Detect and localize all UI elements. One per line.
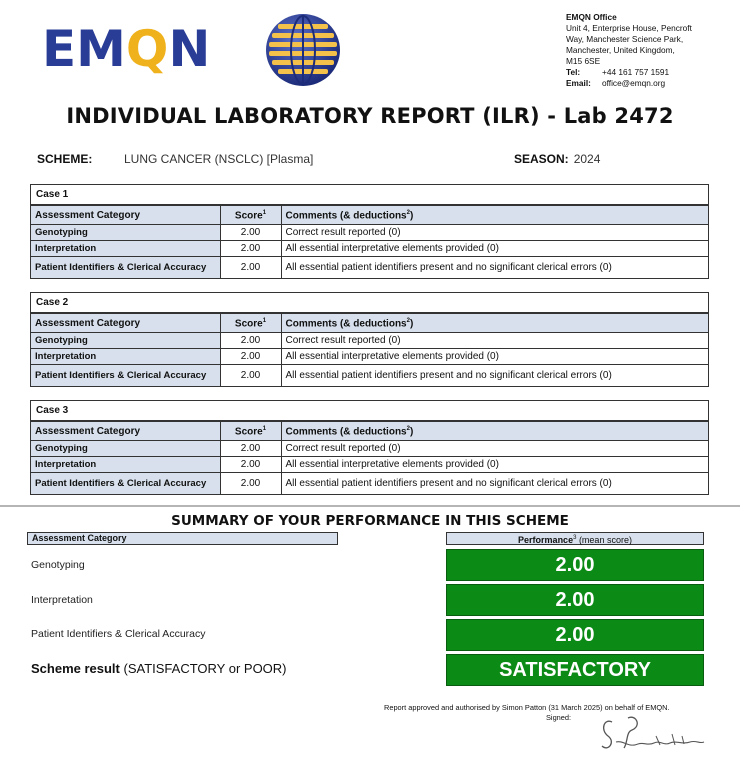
case-title: Case 1 xyxy=(31,185,708,205)
address-line: Unit 4, Enterprise House, Pencroft xyxy=(566,23,692,33)
case-title: Case 2 xyxy=(31,293,708,313)
table-row xyxy=(31,457,708,473)
email-row xyxy=(566,78,692,89)
table-row xyxy=(31,365,708,387)
row-score: 2.00 xyxy=(220,257,281,279)
signed-label: Signed: xyxy=(546,713,572,722)
summary-title: SUMMARY OF YOUR PERFORMANCE IN THIS SCHEME xyxy=(171,513,569,529)
table-row xyxy=(31,441,708,457)
category-header: Assessment Category xyxy=(31,314,220,333)
row-comment: All essential interpretative elements provided (0) xyxy=(281,457,708,473)
row-category: Genotyping xyxy=(31,441,220,457)
row-comment: All essential patient identifiers present and no significant clerical errors (0) xyxy=(281,365,708,387)
row-category: Genotyping xyxy=(31,333,220,349)
summary-category-header: Assessment Category xyxy=(27,532,338,545)
row-category: Interpretation xyxy=(31,241,220,257)
season-line xyxy=(514,152,600,166)
office-title: EMQN Office xyxy=(566,12,617,22)
row-comment: All essential patient identifiers present and no significant clerical errors (0) xyxy=(281,473,708,495)
report-title: INDIVIDUAL LABORATORY REPORT (ILR) - Lab 2472 xyxy=(66,104,674,128)
scheme-label: SCHEME: xyxy=(37,152,93,166)
row-score: 2.00 xyxy=(220,441,281,457)
case-title: Case 3 xyxy=(31,401,708,421)
row-score: 2.00 xyxy=(220,365,281,387)
row-comment: All essential interpretative elements provided (0) xyxy=(281,241,708,257)
scheme-result-badge: SATISFACTORY xyxy=(446,654,704,686)
comments-header: Comments (& deductions$^2$) xyxy=(281,314,708,333)
table-row xyxy=(31,225,708,241)
tel-label: Tel: xyxy=(566,67,581,77)
case-2-table xyxy=(30,292,709,387)
address-line: Way, Manchester Science Park, xyxy=(566,34,684,44)
season-label: SEASON: xyxy=(514,152,569,166)
score-header: Score$^1$ xyxy=(220,206,281,225)
table-row xyxy=(31,241,708,257)
summary-label-interpretation: Interpretation xyxy=(31,594,93,606)
table-header-row xyxy=(31,422,708,441)
scheme-result-label: Scheme result (SATISFACTORY or POOR) xyxy=(31,661,287,676)
tel-row xyxy=(566,67,692,78)
score-header: Score$^1$ xyxy=(220,422,281,441)
case-1-table xyxy=(30,184,709,279)
row-score: 2.00 xyxy=(220,473,281,495)
row-category: Patient Identifiers & Clerical Accuracy xyxy=(31,365,220,387)
email-label: Email: xyxy=(566,78,591,88)
row-score: 2.00 xyxy=(220,241,281,257)
season-value: 2024 xyxy=(573,152,601,166)
row-category: Genotyping xyxy=(31,225,220,241)
email-value[interactable]: office@emqn.org xyxy=(602,78,666,88)
summary-score-interpretation: 2.00 xyxy=(446,584,704,616)
summary-score-identifiers: 2.00 xyxy=(446,619,704,651)
row-comment: Correct result reported (0) xyxy=(281,225,708,241)
row-score: 2.00 xyxy=(220,457,281,473)
summary-performance-header: Performance$^3$ (mean score) xyxy=(446,532,704,545)
table-row xyxy=(31,257,708,279)
summary-label-genotyping: Genotyping xyxy=(31,559,85,571)
comments-header: Comments (& deductions$^2$) xyxy=(281,422,708,441)
globe-icon xyxy=(264,12,342,88)
address-line: Manchester, United Kingdom, xyxy=(566,45,675,55)
row-score: 2.00 xyxy=(220,225,281,241)
table-row xyxy=(31,349,708,365)
row-comment: All essential interpretative elements provided (0) xyxy=(281,349,708,365)
category-header: Assessment Category xyxy=(31,422,220,441)
case-3-table xyxy=(30,400,709,495)
logo-wordmark: EMQN xyxy=(42,20,211,78)
table-row xyxy=(31,333,708,349)
address-line: M15 6SE xyxy=(566,56,601,66)
table-header-row xyxy=(31,314,708,333)
summary-score-genotyping: 2.00 xyxy=(446,549,704,581)
table-header-row xyxy=(31,206,708,225)
comments-header: Comments (& deductions$^2$) xyxy=(281,206,708,225)
row-category: Patient Identifiers & Clerical Accuracy xyxy=(31,473,220,495)
office-address-block xyxy=(566,12,692,89)
signature-image xyxy=(598,712,708,754)
emqn-logo xyxy=(42,12,322,88)
row-comment: Correct result reported (0) xyxy=(281,333,708,349)
scheme-value: LUNG CANCER (NSCLC) [Plasma] xyxy=(124,152,314,166)
category-header: Assessment Category xyxy=(31,206,220,225)
row-comment: Correct result reported (0) xyxy=(281,441,708,457)
row-comment: All essential patient identifiers present and no significant clerical errors (0) xyxy=(281,257,708,279)
section-divider xyxy=(0,505,740,507)
tel-value: +44 161 757 1591 xyxy=(602,67,670,77)
approval-text: Report approved and authorised by Simon Patton (31 March 2025) on behalf of EMQN. xyxy=(384,703,670,712)
row-score: 2.00 xyxy=(220,333,281,349)
row-category: Interpretation xyxy=(31,349,220,365)
table-row xyxy=(31,473,708,495)
row-category: Interpretation xyxy=(31,457,220,473)
row-score: 2.00 xyxy=(220,349,281,365)
summary-label-identifiers: Patient Identifiers & Clerical Accuracy xyxy=(31,628,206,640)
row-category: Patient Identifiers & Clerical Accuracy xyxy=(31,257,220,279)
score-header: Score$^1$ xyxy=(220,314,281,333)
